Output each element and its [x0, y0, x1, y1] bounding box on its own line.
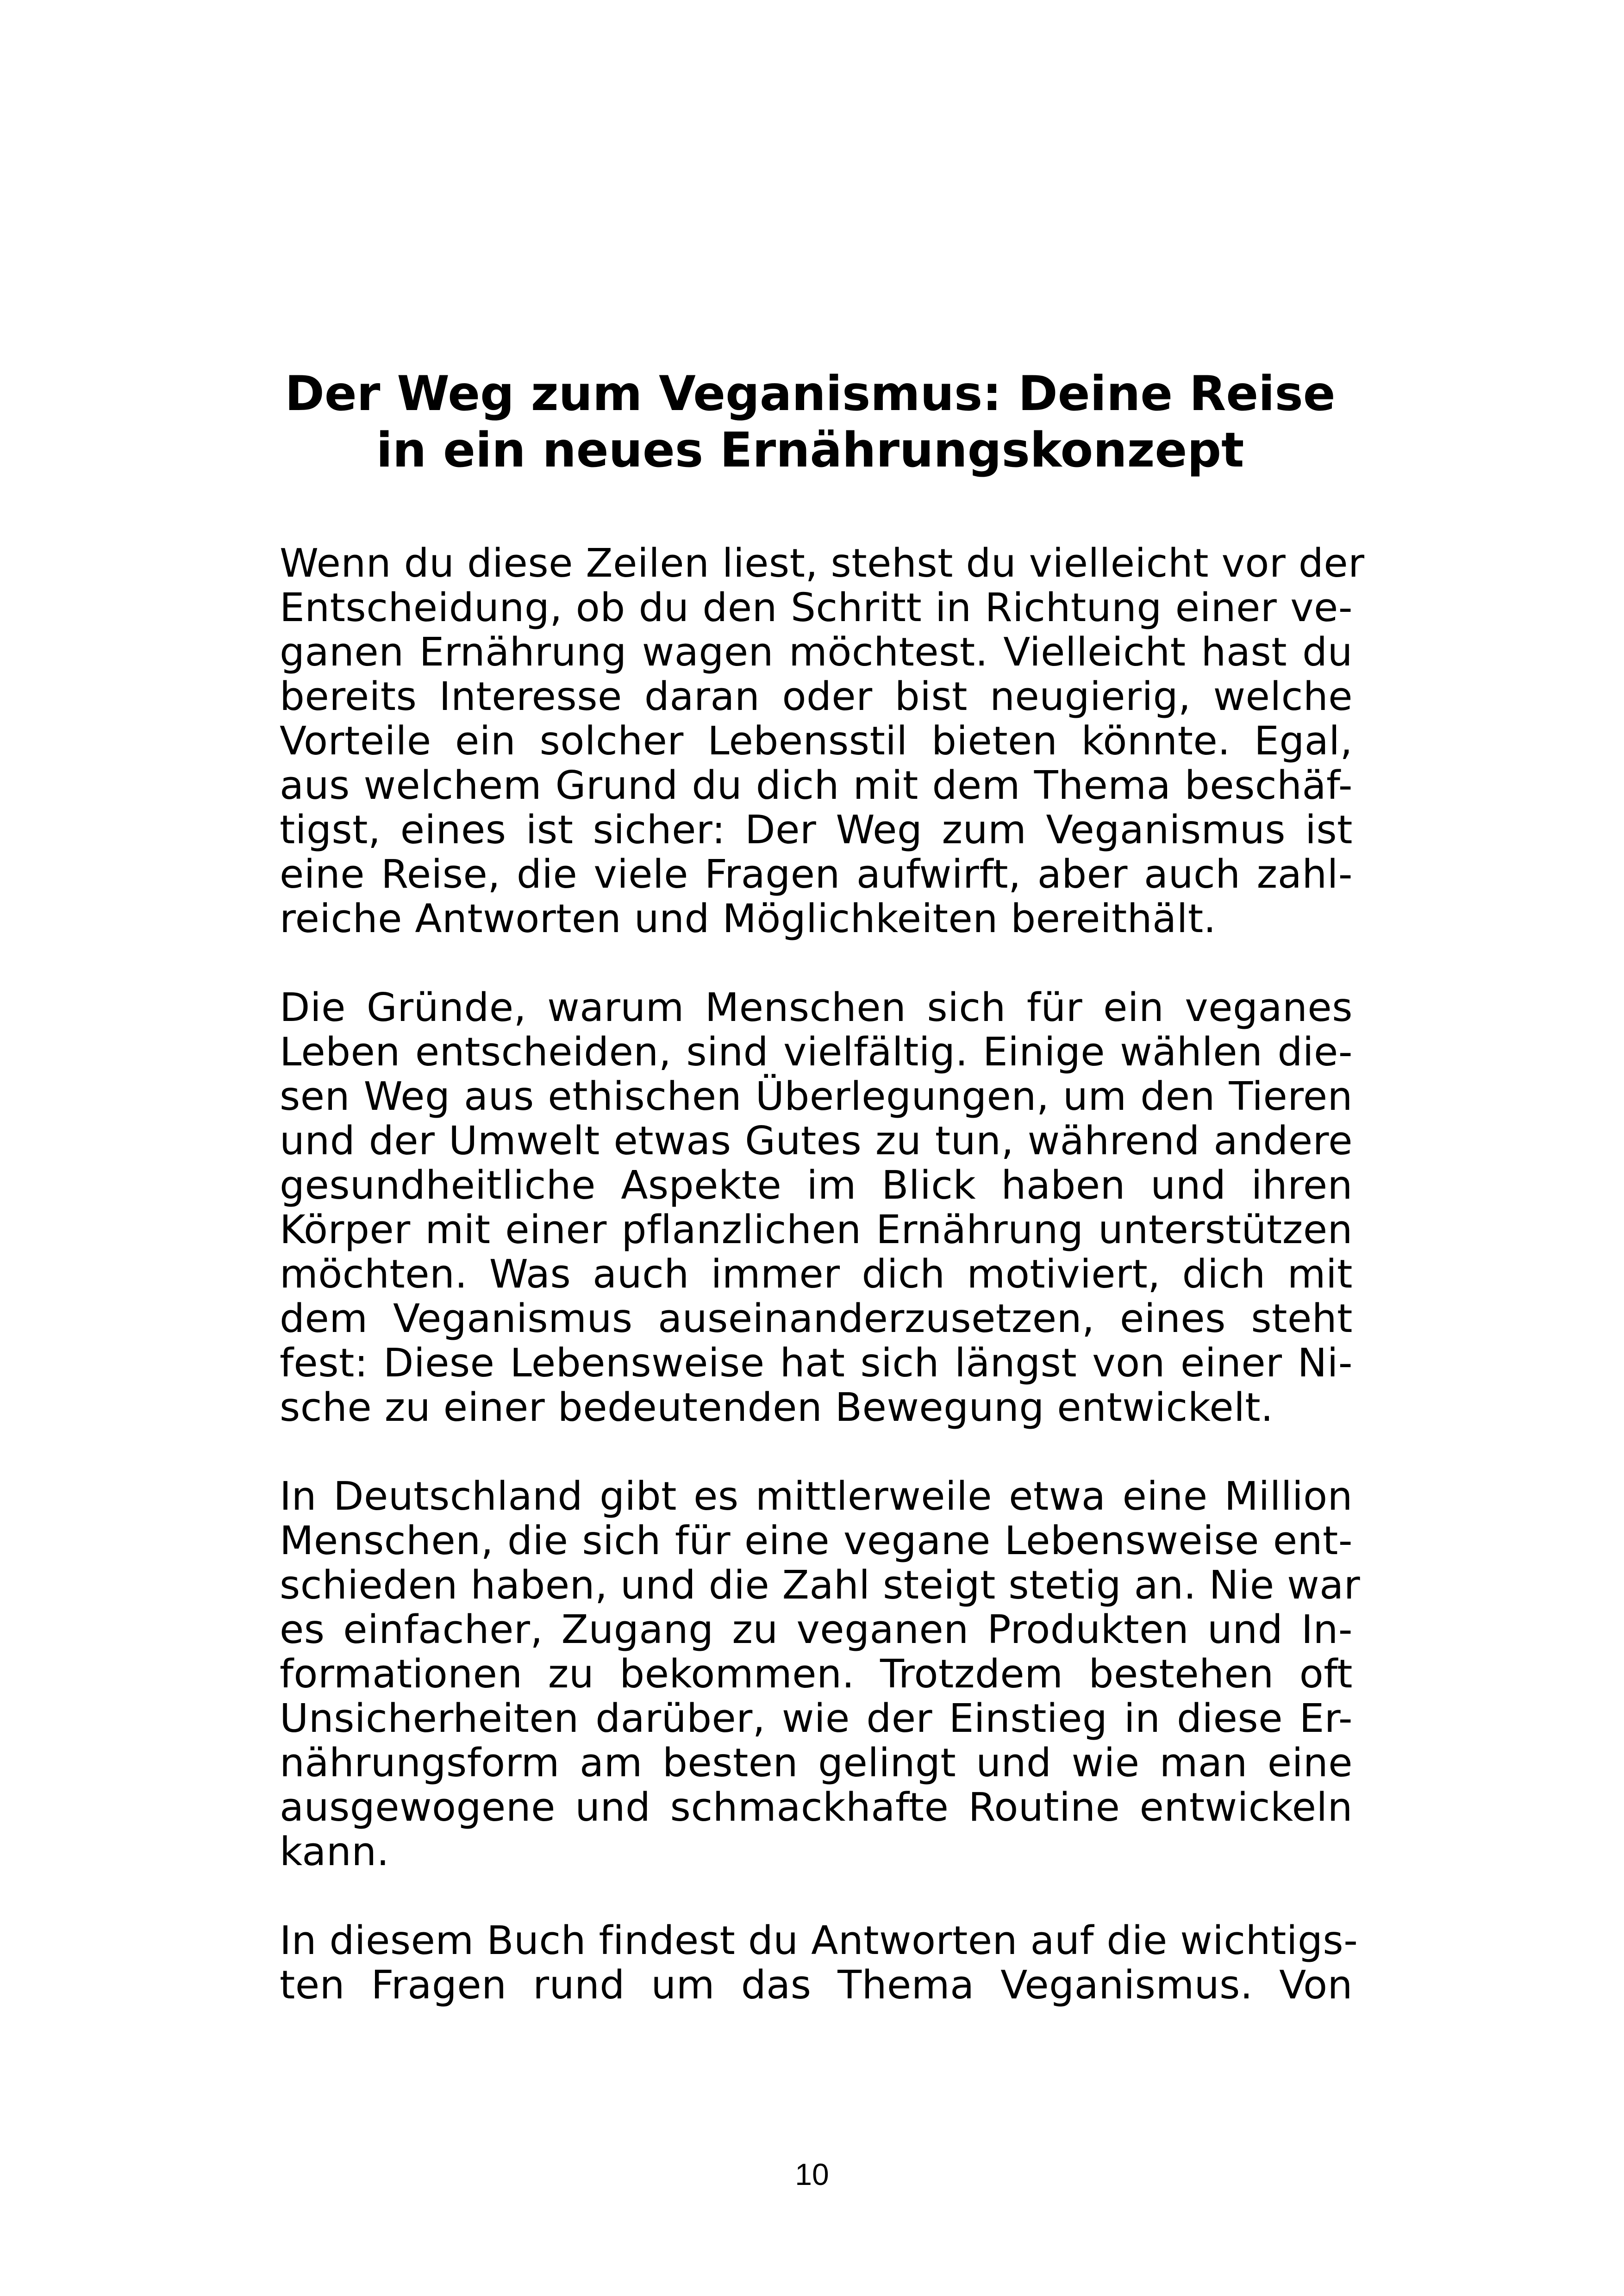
- paragraph-2: [280, 986, 1353, 1430]
- text-line: ganen Ernährung wagen möchtest. Vielleicht hast du: [280, 629, 1353, 675]
- body-text: [280, 541, 1365, 2052]
- text-line: ausgewogene und schmackhafte Routine entwickeln: [280, 1785, 1353, 1830]
- text-line: Wenn du diese Zeilen liest, stehst du vielleicht vor der: [280, 541, 1365, 586]
- text-line: kann.: [280, 1829, 390, 1875]
- text-line: ten Fragen rund um das Thema Veganismus. Von: [280, 1962, 1353, 2008]
- text-line: aus welchem Grund du dich mit dem Thema beschäf-: [280, 763, 1353, 809]
- text-line: Menschen, die sich für eine vegane Lebensweise ent-: [280, 1518, 1353, 1564]
- text-line: sen Weg aus ethischen Überlegungen, um den Tieren: [280, 1074, 1353, 1120]
- text-line: In diesem Buch findest du Antworten auf die wichtigs-: [280, 1918, 1358, 1964]
- text-line: fest: Diese Lebensweise hat sich längst von einer Ni-: [280, 1340, 1353, 1386]
- chapter-title-line-1: Der Weg zum Veganismus: Deine Reise: [285, 366, 1336, 422]
- text-line: Leben entscheiden, sind vielfältig. Einige wählen die-: [280, 1029, 1353, 1075]
- text-line: schieden haben, und die Zahl steigt stetig an. Nie war: [280, 1562, 1361, 1608]
- text-line: Entscheidung, ob du den Schritt in Richtung einer ve-: [280, 585, 1353, 631]
- text-line: In Deutschland gibt es mittlerweile etwa eine Million: [280, 1474, 1353, 1519]
- text-line: reiche Antworten und Möglichkeiten bereithält.: [280, 896, 1217, 942]
- text-line: Unsicherheiten darüber, wie der Einstieg in diese Er-: [280, 1696, 1353, 1742]
- text-line: dem Veganismus auseinanderzusetzen, eines steht: [280, 1296, 1353, 1342]
- text-line: Körper mit einer pflanzlichen Ernährung unterstützen: [280, 1207, 1353, 1253]
- chapter-title: [278, 366, 1343, 479]
- paragraph-3: [280, 1474, 1361, 1875]
- text-line: möchten. Was auch immer dich motiviert, dich mit: [280, 1251, 1353, 1297]
- text-line: eine Reise, die viele Fragen aufwirft, aber auch zahl-: [280, 852, 1353, 897]
- text-line: tigst, eines ist sicher: Der Weg zum Veganismus ist: [280, 807, 1353, 853]
- text-line: Vorteile ein solcher Lebensstil bieten könnte. Egal,: [280, 718, 1353, 764]
- text-line: Die Gründe, warum Menschen sich für ein veganes: [280, 985, 1353, 1031]
- paragraph-4: [280, 1918, 1358, 2008]
- chapter-title-line-2: in ein neues Ernährungskonzept: [376, 423, 1244, 478]
- text-line: formationen zu bekommen. Trotzdem bestehen oft: [280, 1651, 1353, 1697]
- text-line: nährungsform am besten gelingt und wie man eine: [280, 1740, 1353, 1786]
- page-number: 10: [795, 2157, 829, 2191]
- text-line: und der Umwelt etwas Gutes zu tun, während andere: [280, 1118, 1353, 1164]
- paragraph-1: [280, 541, 1365, 942]
- text-line: bereits Interesse daran oder bist neugierig, welche: [280, 674, 1353, 720]
- text-line: es einfacher, Zugang zu veganen Produkten und In-: [280, 1607, 1353, 1653]
- text-line: gesundheitliche Aspekte im Blick haben und ihren: [280, 1163, 1353, 1208]
- text-line: sche zu einer bedeutenden Bewegung entwickelt.: [280, 1385, 1274, 1431]
